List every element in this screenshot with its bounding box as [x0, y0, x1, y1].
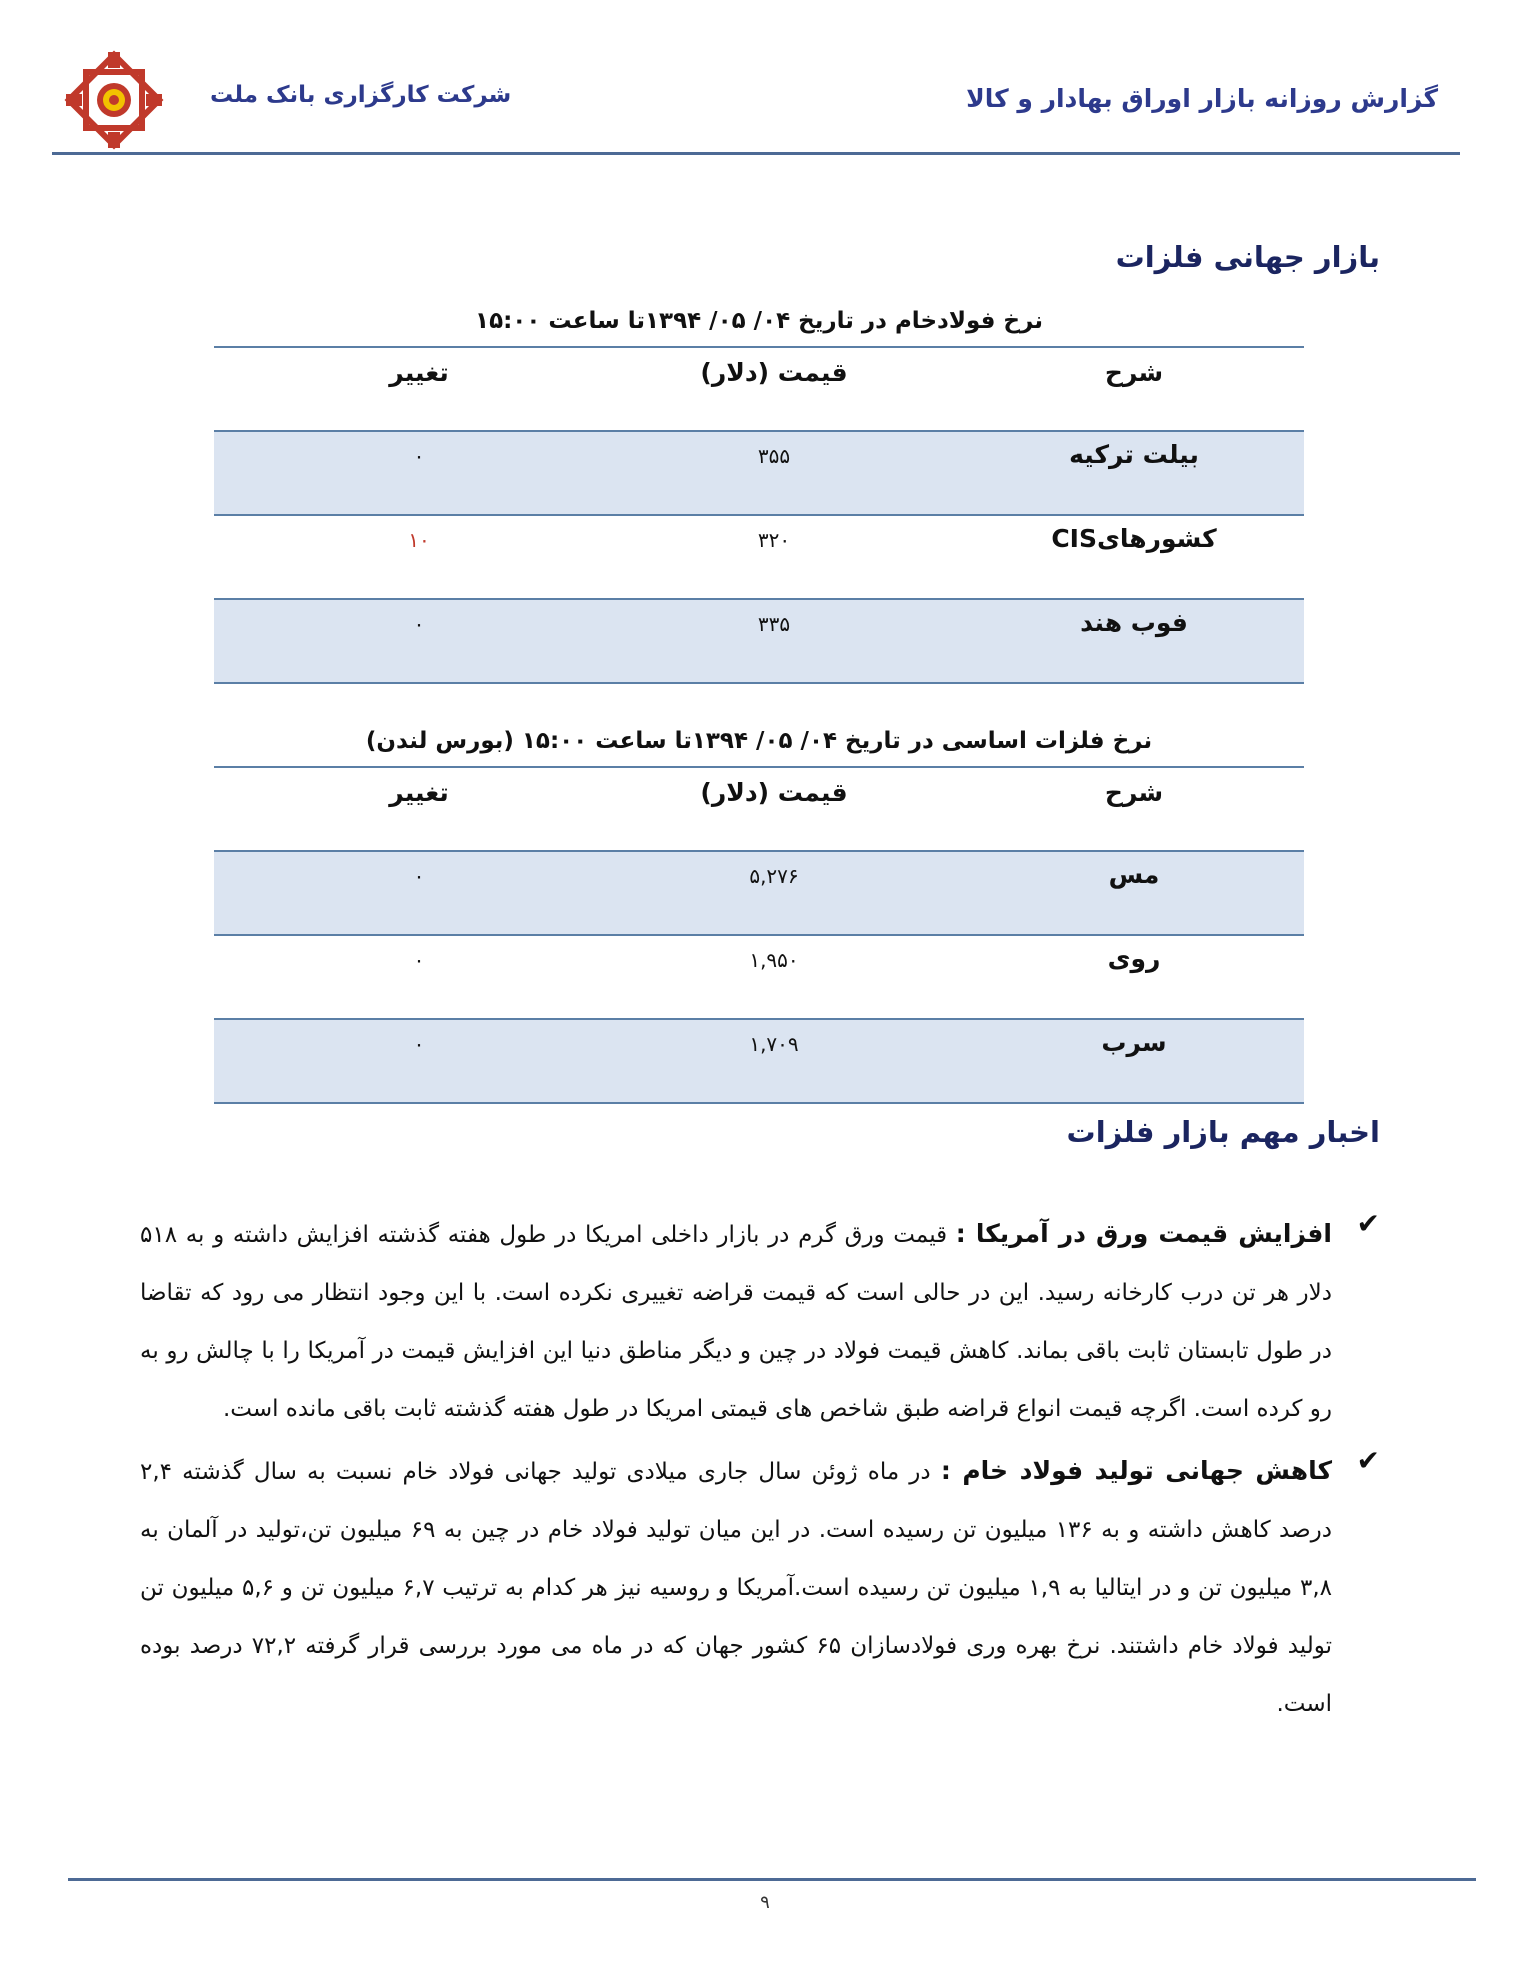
header-price: قیمت (دلار) — [700, 778, 848, 807]
row-change: ۰ — [413, 864, 425, 888]
table-row — [214, 514, 1304, 598]
company-name: شرکت کارگزاری بانک ملت — [210, 82, 512, 108]
section-heading-metals-news: اخبار مهم بازار فلزات — [1066, 1115, 1380, 1149]
header-price: قیمت (دلار) — [700, 358, 848, 387]
row-price: ۳۵۵ — [757, 444, 791, 468]
table-header-row — [214, 346, 1304, 430]
list-item — [140, 1205, 1380, 1438]
news-title: کاهش جهانی تولید فولاد خام : — [940, 1456, 1333, 1485]
row-price: ۱,۹۵۰ — [749, 948, 799, 972]
checkmark-icon: ✔ — [1356, 1444, 1380, 1477]
table-header-row — [214, 766, 1304, 850]
row-description: مس — [1108, 860, 1160, 889]
section-heading-global-metals: بازار جهانی فلزات — [1115, 240, 1380, 274]
table-row — [214, 598, 1304, 684]
row-price: ۱,۷۰۹ — [749, 1032, 799, 1056]
table-row — [214, 934, 1304, 1018]
header-divider — [52, 152, 1460, 155]
header-change: تغییر — [389, 358, 449, 387]
news-body: در ماه ژوئن سال جاری میلادی تولید جهانی فولاد خام نسبت به سال گذشته ۲,۴ درصد کاهش داشته و به ۱۳۶ میلیون تن رسیده است. در این میان تولید فولاد خام در چین به ۶۹ میلیون تن،تولید در آلمان به ۳,۸ میلیون تن و در ایتالیا به ۱,۹ میلیون تن رسیده است.آمریکا و روسیه نیز هر کدام به ترتیب ۶,۷ میلیون تن و ۵,۶ میلیون تن تولید فولاد خام داشتند. نرخ بهره وری فولادسازان ۶۵ کشور جهان که در ماه می مورد بررسی قرار گرفته ۷۲,۲ درصد بوده است. — [140, 1459, 1333, 1717]
crude-steel-table — [214, 346, 1304, 684]
header-description: شرح — [1104, 358, 1164, 387]
page-number: ۹ — [760, 1892, 770, 1913]
table-row — [214, 430, 1304, 514]
row-description: فوب هند — [1080, 608, 1188, 637]
row-change: ۰ — [413, 948, 425, 972]
table2-caption: نرخ فلزات اساسی در تاریخ ۰۴/ ۰۵/ ۱۳۹۴تا ساعت ۱۵:۰۰ (بورس لندن) — [365, 728, 1153, 754]
row-change: ۱۰ — [408, 528, 430, 552]
footer-divider — [68, 1878, 1476, 1881]
table-row — [214, 850, 1304, 934]
table1-caption: نرخ فولادخام در تاریخ ۰۴/ ۰۵/ ۱۳۹۴تا ساعت ۱۵:۰۰ — [475, 308, 1043, 334]
checkmark-icon: ✔ — [1356, 1207, 1380, 1240]
row-change: ۰ — [413, 612, 425, 636]
news-list — [140, 1205, 1380, 1737]
news-body: قیمت ورق گرم در بازار داخلی امریکا در طول هفته گذشته افزایش داشته و به ۵۱۸ دلار هر تن درب کارخانه رسید. این در حالی است که قیمت قراضه تغییری نکرده است. با این وجود انتظار می رود که تقاضا در طول تابستان ثابت باقی بماند. کاهش قیمت فولاد در چین و دیگر مناطق دنیا این افزایش قیمت در آمریکا را با چالش رو به رو کرده است. اگرچه قیمت انواع قراضه طبق شاخص های قیمتی امریکا در طول هفته گذشته ثابت باقی مانده است. — [140, 1222, 1332, 1422]
row-price: ۳۲۰ — [757, 528, 791, 552]
row-description: بیلت ترکیه — [1069, 440, 1199, 469]
header-description: شرح — [1104, 778, 1164, 807]
row-price: ۵,۲۷۶ — [749, 864, 799, 888]
row-description: روی — [1107, 944, 1161, 973]
row-change: ۰ — [413, 444, 425, 468]
bank-mellat-logo-icon — [64, 50, 164, 150]
news-title: افزایش قیمت ورق در آمریکا : — [955, 1219, 1332, 1248]
row-description: سرب — [1101, 1028, 1167, 1057]
base-metals-table — [214, 766, 1304, 1104]
report-title: گزارش روزانه بازار اوراق بهادار و کالا — [966, 84, 1438, 113]
header-change: تغییر — [389, 778, 449, 807]
row-price: ۳۳۵ — [757, 612, 791, 636]
table-row — [214, 1018, 1304, 1104]
list-item — [140, 1442, 1380, 1733]
row-change: ۰ — [413, 1032, 425, 1056]
row-description: کشورهایCIS — [1051, 524, 1217, 553]
